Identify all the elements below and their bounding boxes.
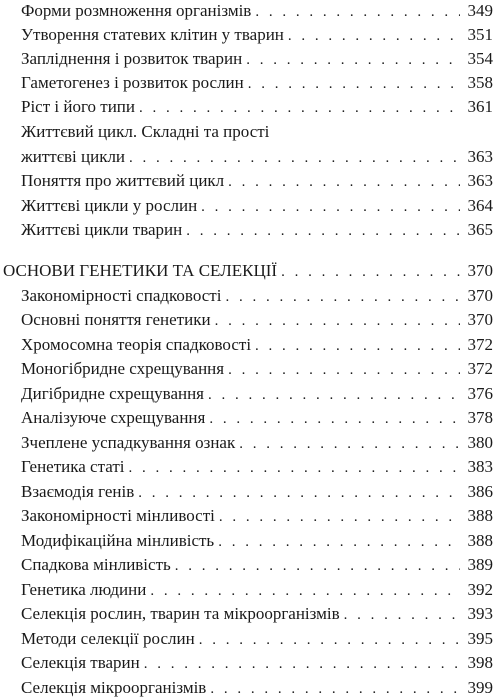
toc-entry — [21, 220, 493, 241]
toc-entry — [21, 97, 493, 118]
toc-leader-dots — [218, 532, 460, 552]
toc-entry-label: Спадкова мінливість — [21, 555, 171, 574]
toc-entry-label: Взаємодія генів — [21, 482, 135, 501]
toc-entry — [21, 653, 493, 674]
toc-section-label: ОСНОВИ ГЕНЕТИКИ ТА СЕЛЕКЦІЇ — [3, 261, 278, 280]
toc-entry-label-line1: Життєвий цикл. Складні та прості — [21, 122, 270, 141]
toc-section-page: 370 — [467, 261, 493, 280]
toc-entry-page: 378 — [467, 408, 493, 427]
toc-leader-dots — [199, 630, 460, 650]
toc-entry-page: 349 — [467, 1, 493, 20]
toc-entry-page: 395 — [467, 629, 493, 648]
toc-entry-label: Ріст і його типи — [21, 97, 135, 116]
toc-entry-label: Хромосомна теорія спадковості — [21, 335, 252, 354]
toc-entry — [21, 335, 493, 356]
toc-entry — [21, 196, 493, 217]
toc-entry-label: Зчеплене успадкування ознак — [21, 433, 236, 452]
toc-leader-dots — [175, 556, 460, 576]
toc-leader-dots — [215, 311, 460, 331]
toc-entry-page: 354 — [467, 49, 493, 68]
toc-entry — [21, 555, 493, 576]
toc-leader-dots — [228, 172, 460, 192]
toc-entry-page: 386 — [467, 482, 493, 501]
toc-entry-label: Форми розмноження організмів — [21, 1, 252, 20]
toc-entry-page: 363 — [467, 171, 493, 190]
toc-entry-label: Генетика статі — [21, 457, 125, 476]
toc-leader-dots — [210, 679, 460, 699]
toc-entry-label: Закономірності спадковості — [21, 286, 222, 305]
toc-entry — [21, 286, 493, 307]
toc-entry-label: Гаметогенез і розвиток рослин — [21, 73, 244, 92]
toc-leader-dots — [186, 221, 460, 241]
toc-entry-page: 358 — [467, 73, 493, 92]
toc-entry — [21, 678, 493, 699]
toc-entry — [21, 604, 493, 625]
toc-entry — [21, 531, 493, 552]
toc-entry — [21, 1, 493, 22]
toc-leader-dots — [239, 434, 460, 454]
toc-entry-page: 370 — [467, 310, 493, 329]
toc-entry — [21, 482, 493, 503]
toc-entry — [21, 433, 493, 454]
toc-section-heading — [3, 261, 493, 282]
toc-entry — [21, 49, 493, 70]
toc-leader-dots — [225, 287, 460, 307]
toc-entry-label: Життєві цикли тварин — [21, 220, 183, 239]
toc-entry-page: 388 — [467, 531, 493, 550]
toc-leader-dots — [208, 385, 460, 405]
toc-entry-page: 372 — [467, 359, 493, 378]
toc-entry-page: 388 — [467, 506, 493, 525]
toc-entry — [21, 384, 493, 405]
toc-leader-dots — [228, 360, 460, 380]
toc-entry-page: 370 — [467, 286, 493, 305]
toc-entry-label: Життєві цикли у рослин — [21, 196, 198, 215]
toc-entry-label: Селекція мікроорганізмів — [21, 678, 207, 697]
toc-entry-label: Утворення статевих клітин у тварин — [21, 25, 284, 44]
toc-entry — [21, 147, 493, 168]
toc-entry — [21, 629, 493, 650]
toc-entry-label: Поняття про життєвий цикл — [21, 171, 225, 190]
toc-leader-dots — [129, 148, 460, 168]
toc-entry-label: Моногібридне схрещування — [21, 359, 225, 378]
toc-leader-dots — [219, 507, 460, 527]
toc-entry-label: Генетика людини — [21, 580, 147, 599]
toc-entry-page: 361 — [467, 97, 493, 116]
toc-entry-page: 383 — [467, 457, 493, 476]
toc-entry-label: Запліднення і розвиток тварин — [21, 49, 243, 68]
toc-leader-dots — [129, 458, 461, 478]
toc-entry-page: 365 — [467, 220, 493, 239]
toc-entry — [21, 359, 493, 380]
toc-entry — [21, 408, 493, 429]
toc-entry-label: Аналізуюче схрещування — [21, 408, 206, 427]
toc-leader-dots — [255, 336, 460, 356]
toc-entry — [21, 73, 493, 94]
toc-entry-page: 363 — [467, 147, 493, 166]
toc-leader-dots — [344, 605, 460, 625]
toc-entry-label: Основні поняття генетики — [21, 310, 211, 329]
toc-entry-label: Селекція рослин, тварин та мікроорганізмів — [21, 604, 340, 623]
toc-leader-dots — [139, 98, 460, 118]
toc-entry-page: 398 — [467, 653, 493, 672]
toc-leader-dots — [255, 2, 460, 22]
toc-entry — [21, 310, 493, 331]
toc-entry-page: 380 — [467, 433, 493, 452]
toc-entry-label: Селекція тварин — [21, 653, 140, 672]
toc-leader-dots — [150, 581, 460, 601]
toc-leader-dots — [246, 50, 460, 70]
toc-entry-page: 392 — [467, 580, 493, 599]
toc-entry-label: життєві цикли — [21, 147, 126, 166]
toc-entry-page: 376 — [467, 384, 493, 403]
toc-entry — [21, 580, 493, 601]
toc-entry-page: 393 — [467, 604, 493, 623]
toc-leader-dots — [281, 262, 460, 282]
toc-leader-dots — [144, 654, 460, 674]
toc-entry — [21, 506, 493, 527]
toc-entry-page: 364 — [467, 196, 493, 215]
toc-leader-dots — [209, 409, 460, 429]
toc-entry-label: Методи селекції рослин — [21, 629, 195, 648]
toc-entry-page: 399 — [467, 678, 493, 697]
toc-leader-dots — [138, 483, 460, 503]
toc-entry-label: Дигібридне схрещування — [21, 384, 204, 403]
toc-entry — [21, 25, 493, 46]
toc-entry-page: 372 — [467, 335, 493, 354]
toc-entry — [21, 457, 493, 478]
toc-leader-dots — [201, 197, 460, 217]
toc-entry-page: 389 — [467, 555, 493, 574]
toc-entry-label: Закономірності мінливості — [21, 506, 215, 525]
toc-entry-page: 351 — [467, 25, 493, 44]
toc-entry — [21, 171, 493, 192]
toc-leader-dots — [288, 26, 460, 46]
toc-entry-label: Модифікаційна мінливість — [21, 531, 215, 550]
toc-leader-dots — [248, 74, 460, 94]
